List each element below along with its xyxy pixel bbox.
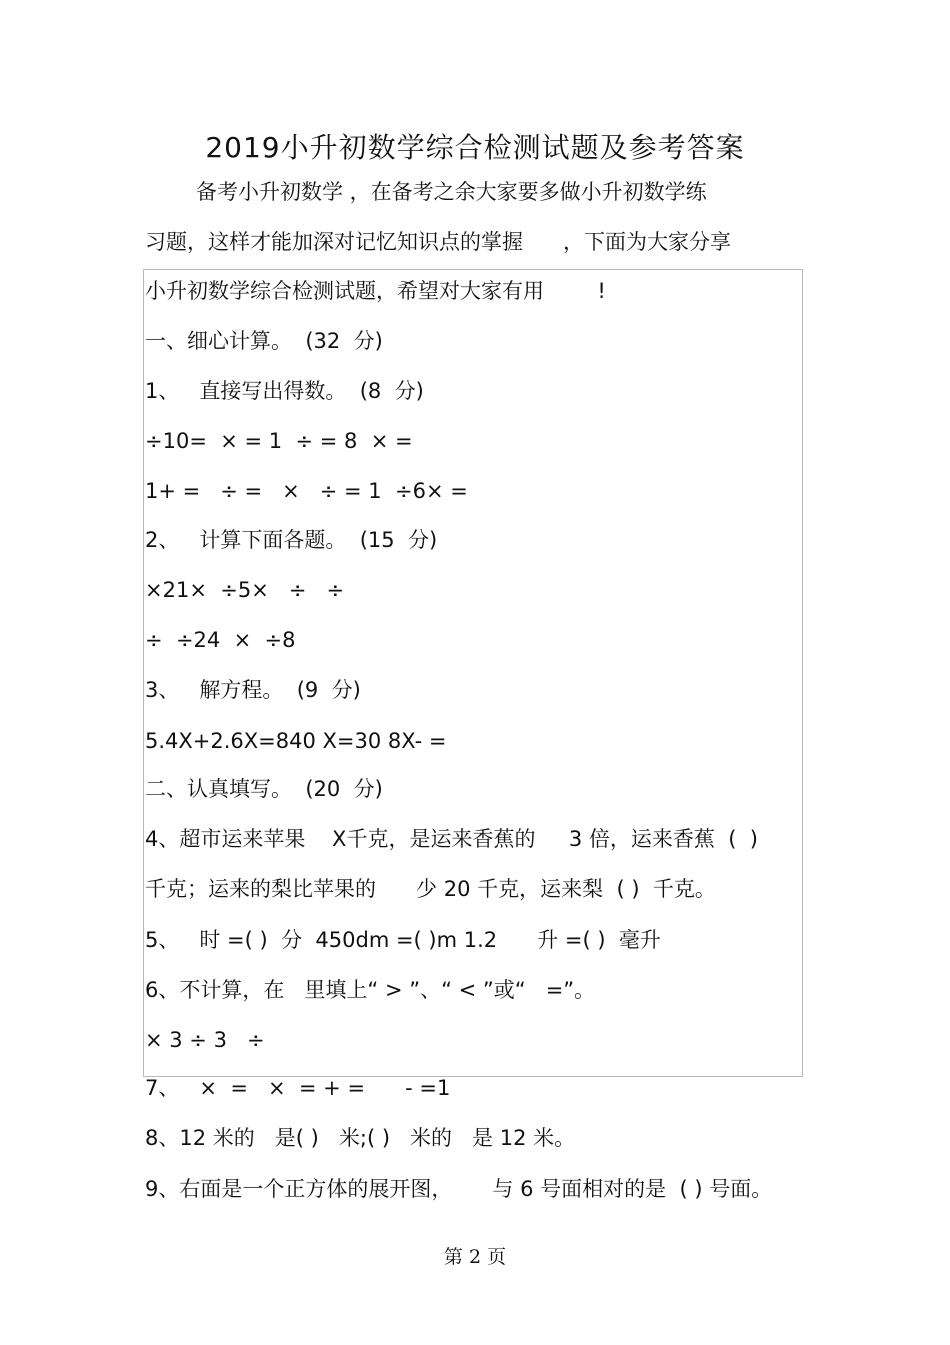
question-3-heading: 3、 解方程。 (9 分) — [145, 678, 361, 702]
question-6-expressions: × 3 ÷ 3 ÷ — [145, 1028, 265, 1052]
question-2-heading: 2、 计算下面各题。 (15 分) — [145, 528, 438, 552]
question-7: 7、 × = × = + = - =1 — [145, 1076, 451, 1100]
document-title: 2019小升初数学综合检测试题及参考答案 — [205, 131, 745, 164]
question-4-line-1: 4、超市运来苹果 X千克，是运来香蕉的 3 倍，运来香蕉 ( ) — [145, 827, 758, 851]
question-9: 9、右面是一个正方体的展开图， 与 6 号面相对的是 ( ) 号面。 — [145, 1177, 773, 1201]
question-8: 8、12 米的 是( ) 米;( ) 米的 是 12 米。 — [145, 1126, 576, 1150]
question-2-row-2: ÷ ÷24 × ÷8 — [145, 628, 296, 652]
question-5: 5、 时 =( ) 分 450dm =( )m 1.2 升 =( ) 毫升 — [145, 928, 661, 952]
page-number: 第 2 页 — [443, 1246, 507, 1268]
question-1-row-1: ÷10= × = 1 ÷ = 8 × = — [145, 429, 413, 453]
question-1-row-2: 1+ = ÷ = × ÷ = 1 ÷6× = — [145, 479, 468, 503]
question-4-line-2: 千克；运来的梨比苹果的 少 20 千克，运来梨 ( ) 千克。 — [145, 877, 716, 901]
intro-line-2: 习题，这样才能加深对记忆知识点的掌握 ，下面为大家分享 — [145, 230, 732, 254]
section-heading-fill-in: 二、认真填写。 (20 分) — [145, 777, 383, 801]
intro-line-3: 小升初数学综合检测试题，希望对大家有用 ! — [145, 279, 606, 303]
question-1-heading: 1、 直接写出得数。 (8 分) — [145, 379, 424, 403]
question-2-row-1: ×21× ÷5× ÷ ÷ — [145, 578, 345, 602]
intro-line-1: 备考小升初数学 ，在备考之余大家要多做小升初数学练 — [196, 180, 707, 204]
question-6: 6、不计算，在 里填上“ > ”、“ < ”或“ =”。 — [145, 978, 596, 1002]
question-3-equations: 5.4X+2.6X=840 X=30 8X- = — [145, 729, 447, 753]
section-heading-calculation: 一、细心计算。 (32 分) — [145, 329, 383, 353]
